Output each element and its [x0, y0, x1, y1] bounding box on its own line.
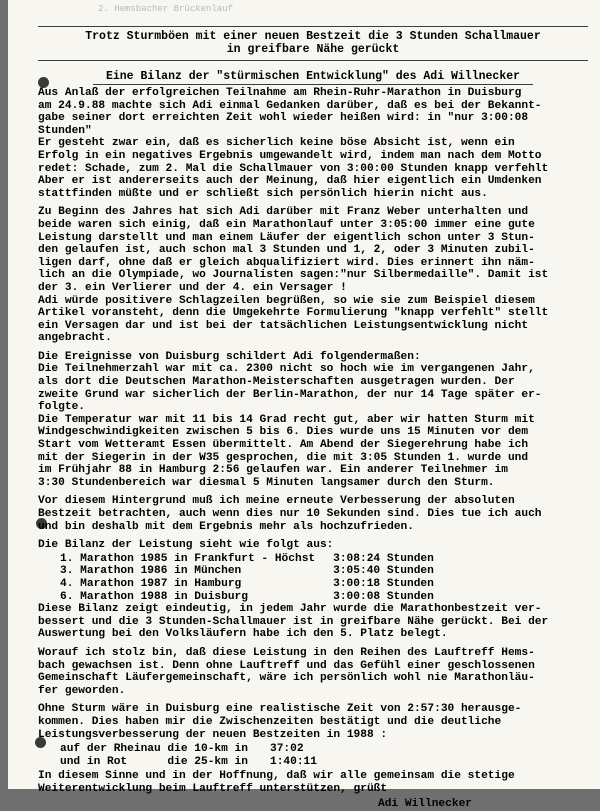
paragraph-gesteht: Er gesteht zwar ein, daß es sicherlich keine böse Absicht ist, wenn ein Erfolg in ein negatives Ergebnis umgewandelt wird, indem man nach dem Motto redet: Schade, zum 2. Mal die Schallmauer von 3:00:00 Stunden knapp verfehlt Aber er ist andererseits auch der Meinung, daß hier eigentlich ein Umdenken stattfinden müßte und er schließt sich persönlich hierin nicht aus.: [38, 137, 549, 200]
table-row: [60, 565, 434, 578]
result-label: 4. Marathon 1987 in Hamburg: [60, 577, 242, 590]
result-time: 3:05:40 Stunden: [333, 565, 434, 578]
bleed-through-header: 2. Hemsbacher Brückenlauf: [98, 4, 234, 14]
article-subtitle: Eine Bilanz der "stürmischen Entwicklung" des Adi Willnecker: [105, 70, 521, 83]
split-time: 1:40:11: [269, 755, 317, 768]
paragraph-bilanz-fazit: Diese Bilanz zeigt eindeutig, in jedem Jahr wurde die Marathonbestzeit ver- bessert und die 3 Stunden-Schallmauer ist in greifbare Nähe gerückt. Bei der Auswertung bei den Volksläufern habe ich den 5. Platz belegt.: [38, 603, 549, 641]
table-row: [60, 743, 317, 756]
paragraph-temperatur: Die Temperatur war mit 11 bis 14 Grad recht gut, aber wir hatten Sturm mit Windgeschwindigkeiten zwischen 5 bis 6. Dies wurde uns 15 Minuten vor dem Start vom Wetteramt Essen übermittelt. Am Abend der Siegerehrung habe ich mit der Siegerin in der W35 gesprochen, die mit 3:05 Stunden 1. wurde und im Frühjahr 88 in Hamburg 2:56 gelaufen war. Ein anderer Teilnehmer im 3:30 Stundenbereich war diesmal 5 Minuten langsamer durch den Sturm.: [38, 413, 535, 489]
result-time: 3:00:08 Stunden: [333, 590, 434, 603]
paragraph-stolz: Worauf ich stolz bin, daß diese Leistung in den Reihen des Lauftreff Hems- bach gewachsen ist. Denn ohne Lauftreff und das Gefühl einer geschlossenen Gemeinschaft Läufergemeinschaft, wäre ich persönlich wohl nie Marathonläu- fer geworden.: [38, 646, 535, 697]
title-line-1: Trotz Sturmböen mit einer neuen Bestzeit die 3 Stunden Schallmauer: [85, 30, 541, 43]
paragraph-bilanz-intro: Die Bilanz der Leistung sieht wie folgt aus:: [38, 539, 334, 552]
split-label: und in Rot die 25-km in: [60, 755, 248, 768]
paragraph-ereignisse: Die Ereignisse von Duisburg schildert Adi folgendermaßen:: [38, 350, 421, 363]
paragraph-ohne-sturm: Ohne Sturm wäre in Duisburg eine realistische Zeit von 2:57:30 herausge- kommen. Dies haben mir die Zwischenzeiten bestätigt und die deutliche Leistungsverbesserung der neuen Bestzeiten in 1988 :: [38, 703, 522, 741]
paragraph-intro: Aus Anlaß der erfolgreichen Teilnahme am Rhein-Ruhr-Marathon in Duisburg am 24.9.88 machte sich Adi einmal Gedanken darüber, daß es bei der Bekannt- gabe seiner dort erreichten Zeit wohl wieder heißen wird: in "nur 3:00:08 Stunden": [38, 87, 542, 137]
table-row: [60, 591, 434, 604]
split-time: 37:02: [269, 743, 304, 756]
subtitle-rule: [93, 84, 533, 85]
signature: Adi Willnecker: [378, 798, 472, 811]
title-rule-top: [38, 26, 588, 27]
results-table: [60, 553, 434, 603]
result-label: 6. Marathon 1988 in Duisburg: [60, 590, 248, 603]
title-line-2: in greifbare Nähe gerückt: [226, 43, 400, 56]
result-time: 3:00:18 Stunden: [333, 577, 434, 590]
paragraph-teilnehmer: Die Teilnehmerzahl war mit ca. 2300 nicht so hoch wie im vergangenen Jahr, als dort die Deutschen Marathon-Meisterschaften ausgetragen wurden. Der zweite Grund war sicherlich der Berlin-Marathon, der nur 14 Tage später er- folgte.: [38, 363, 542, 414]
title-rule-bottom: [38, 60, 588, 61]
paragraph-schlagzeilen: Adi würde positivere Schlagzeilen begrüßen, so wie sie zum Beispiel diesem Artikel voransteht, denn die Umgekehrte Formulierung "knapp verfehlt" stellt ein Versagen dar und ist bei der tatsächlichen Leistungsentwicklung nicht angebracht.: [38, 294, 549, 345]
table-row: [60, 553, 434, 566]
table-row: [60, 756, 317, 769]
paragraph-hintergrund: Vor diesem Hintergrund muß ich meine erneute Verbesserung der absoluten Bestzeit betrachten, auch wenn dies nur 10 Sekunden sind. Dies tue ich auch und bin deshalb mit dem Ergebnis mehr als hochzufrieden.: [38, 495, 542, 533]
paragraph-schluss: In diesem Sinne und in der Hoffnung, daß wir alle gemeinsam die stetige Weiterentwicklung beim Lauftreff unterstützen, grüßt: [38, 770, 515, 795]
table-row: [60, 578, 434, 591]
article: [38, 26, 588, 811]
article-title: [38, 30, 588, 56]
result-time: 3:08:24 Stunden: [333, 552, 434, 565]
result-label: 3. Marathon 1986 in München: [60, 565, 242, 578]
splits-table: [60, 743, 317, 768]
result-label: 1. Marathon 1985 in Frankfurt - Höchst: [60, 552, 316, 565]
split-label: auf der Rheinau die 10-km in: [60, 743, 248, 756]
paragraph-beginn: Zu Beginn des Jahres hat sich Adi darüber mit Franz Weber unterhalten und beide waren sich einig, daß ein Marathonlauf unter 3:05:00 immer eine gute Leistung darstellt und man einem Läufer der eigentlich schon unter 3 Stun- den gelaufen ist, auch schon mal 3 Stunden und 1, 2, oder 3 Minuten zubil- ligen darf, ohne daß er gleich abqualifiziert wird. Dies erinnert ihn näm- lich an die Olympiade, wo Journalisten sagen:"nur Silbermedaille". Damit ist der 3. ein Verlierer und der 4. ein Versager !: [38, 206, 549, 294]
